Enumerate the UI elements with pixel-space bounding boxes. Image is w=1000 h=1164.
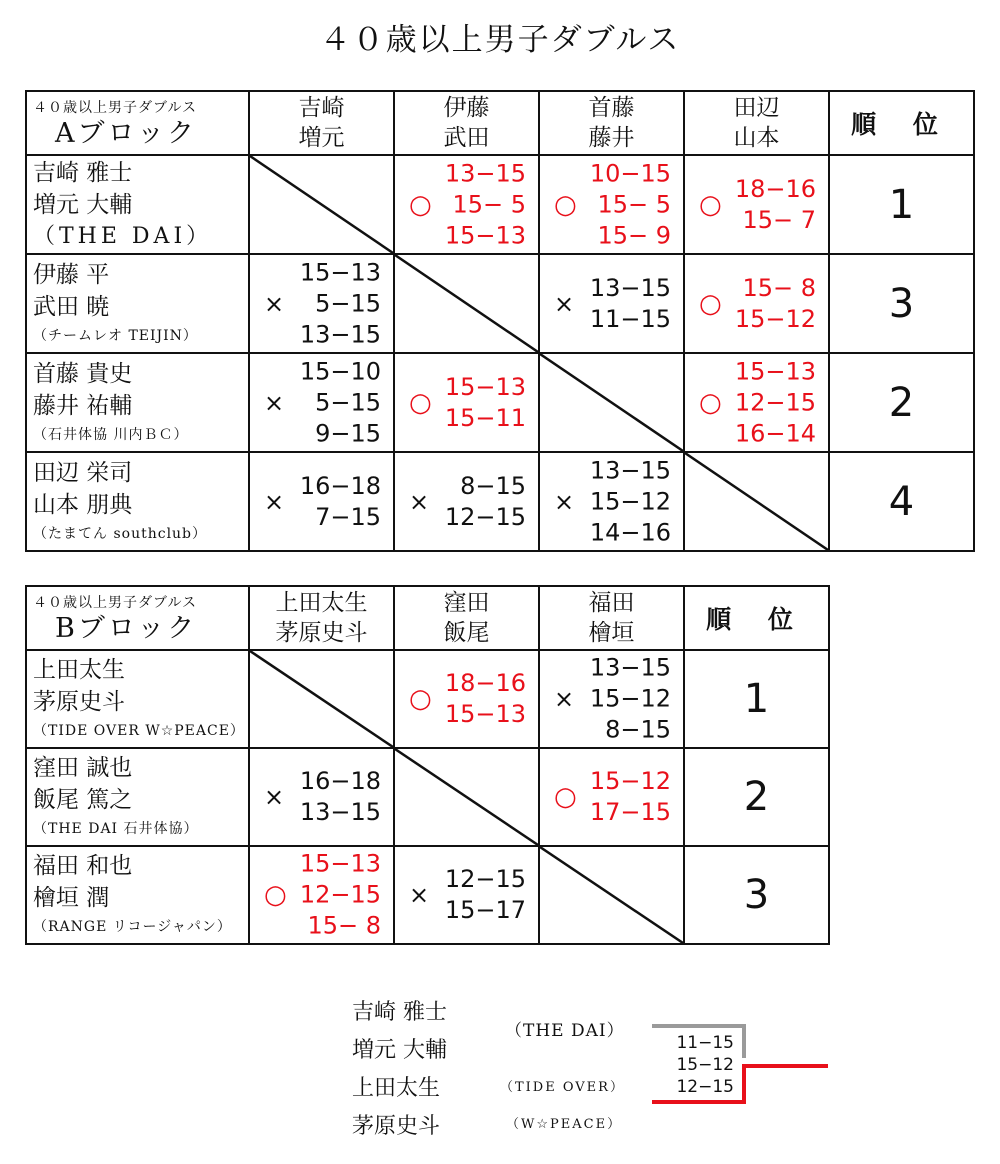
win-mark-icon: ○ [409, 189, 432, 220]
final-score-2: 15−12 [676, 1055, 734, 1075]
match-scores: 12−15 15−17 [444, 865, 526, 924]
player-name: 飯尾 篤之 [33, 787, 133, 813]
rank-value: 4 [829, 452, 974, 551]
opponent-name: 首藤 [588, 95, 635, 121]
match-scores: 13−15 15−12 8−15 [589, 653, 671, 744]
win-mark-icon: ○ [409, 684, 432, 714]
rank-value: 3 [829, 254, 974, 353]
player-name: 田辺 栄司 [33, 459, 133, 486]
team-name: （THE DAI 石井体協） [33, 821, 199, 837]
final-team-bottom-2: （W☆PEACE） [506, 1117, 623, 1132]
block-a-rank-header: 順 位 [829, 91, 974, 155]
block-b-category: ４０歳以上男子ダブルス [33, 595, 198, 611]
block-b-name: Bブロック [55, 613, 198, 644]
player-name: 増元 大輔 [33, 191, 133, 218]
win-mark-icon: ○ [699, 288, 722, 319]
final-player-4: 茅原史斗 [352, 1114, 441, 1139]
opponent-name: 吉崎 [298, 95, 345, 121]
lose-mark-icon: × [409, 487, 430, 516]
page-title: ４０歳以上男子ダブルス [319, 22, 681, 58]
match-scores: 16−18 7−15 [299, 471, 381, 531]
player-name: 伊藤 平 [33, 261, 110, 288]
rank-value: 3 [684, 846, 829, 944]
match-scores: 15−13 5−15 13−15 [299, 258, 381, 348]
player-name: 山本 朋典 [33, 491, 133, 518]
match-scores: 15−10 5−15 9−15 [299, 357, 381, 447]
player-name: 上田太生 [33, 657, 125, 683]
rank-value: 1 [829, 155, 974, 254]
match-scores: 10−15 15− 5 15− 9 [589, 159, 671, 249]
win-mark-icon: ○ [264, 880, 287, 910]
win-mark-icon: ○ [554, 782, 577, 812]
player-name: 福田 和也 [33, 853, 133, 879]
opponent-name: 上田太生 [275, 590, 368, 616]
opponent-name: 福田 [588, 590, 635, 616]
opponent-name: 武田 [443, 125, 490, 151]
lose-mark-icon: × [264, 388, 285, 417]
match-scores: 13−15 15− 5 15−13 [444, 159, 526, 249]
player-name: 窪田 誠也 [33, 755, 133, 781]
match-scores: 13−15 11−15 [589, 273, 671, 333]
player-name: 檜垣 潤 [33, 885, 110, 911]
player-name: 吉崎 雅士 [33, 159, 133, 186]
final-score-1: 11−15 [676, 1033, 734, 1053]
rank-value: 2 [829, 353, 974, 452]
player-name: 武田 暁 [33, 293, 110, 320]
match-scores: 15−13 12−15 15− 8 [299, 849, 381, 940]
opponent-name: 田辺 [733, 95, 780, 121]
team-name: （THE DAI） [33, 223, 213, 249]
block-a-name: Aブロック [55, 118, 197, 149]
opponent-name: 藤井 [588, 125, 635, 151]
final-score-3: 12−15 [676, 1077, 734, 1097]
final-player-3: 上田太生 [352, 1076, 441, 1101]
win-mark-icon: ○ [699, 387, 722, 418]
match-scores: 8−15 12−15 [444, 471, 526, 531]
team-name: （たまてん southclub） [33, 525, 208, 542]
block-b-rank-header: 順 位 [684, 586, 829, 650]
match-scores: 15− 8 15−12 [734, 273, 816, 333]
team-name: （チームレオ TEIJIN） [33, 327, 198, 344]
win-mark-icon: ○ [554, 189, 577, 220]
final-team-bottom-1: （TIDE OVER） [500, 1080, 625, 1095]
rank-value: 2 [684, 748, 829, 846]
opponent-name: 檜垣 [588, 620, 635, 646]
lose-mark-icon: × [554, 289, 575, 318]
player-name: 茅原史斗 [33, 689, 125, 715]
rank-value: 1 [684, 650, 829, 748]
opponent-name: 増元 [298, 125, 345, 151]
opponent-name: 山本 [733, 125, 780, 151]
player-name: 藤井 祐輔 [33, 392, 133, 419]
lose-mark-icon: × [264, 783, 285, 811]
lose-mark-icon: × [554, 685, 575, 713]
opponent-name: 窪田 [443, 590, 490, 616]
final-player-2: 増元 大輔 [352, 1038, 447, 1063]
lose-mark-icon: × [264, 487, 285, 516]
match-scores: 15−13 12−15 16−14 [734, 357, 816, 447]
opponent-name: 茅原史斗 [275, 620, 368, 646]
player-name: 首藤 貴史 [33, 360, 133, 387]
final-team-top: （THE DAI） [505, 1021, 625, 1041]
team-name: （石井体協 川内ＢＣ） [33, 426, 189, 443]
team-name: （TIDE OVER W☆PEACE） [33, 723, 245, 739]
match-scores: 16−18 13−15 [299, 767, 381, 826]
match-scores: 13−15 15−12 14−16 [589, 456, 671, 546]
block-a-category: ４０歳以上男子ダブルス [33, 100, 198, 116]
win-mark-icon: ○ [409, 387, 432, 418]
lose-mark-icon: × [264, 289, 285, 318]
match-scores: 18−16 15−13 [444, 669, 526, 728]
lose-mark-icon: × [409, 881, 430, 909]
match-scores: 15−12 17−15 [589, 767, 671, 826]
lose-mark-icon: × [554, 487, 575, 516]
opponent-name: 伊藤 [443, 95, 490, 121]
final-player-1: 吉崎 雅士 [352, 1000, 447, 1025]
match-scores: 15−13 15−11 [444, 372, 526, 432]
win-mark-icon: ○ [699, 189, 722, 220]
match-scores: 18−16 15− 7 [734, 174, 816, 234]
team-name: （RANGE リコージャパン） [33, 919, 232, 935]
opponent-name: 飯尾 [443, 620, 490, 646]
